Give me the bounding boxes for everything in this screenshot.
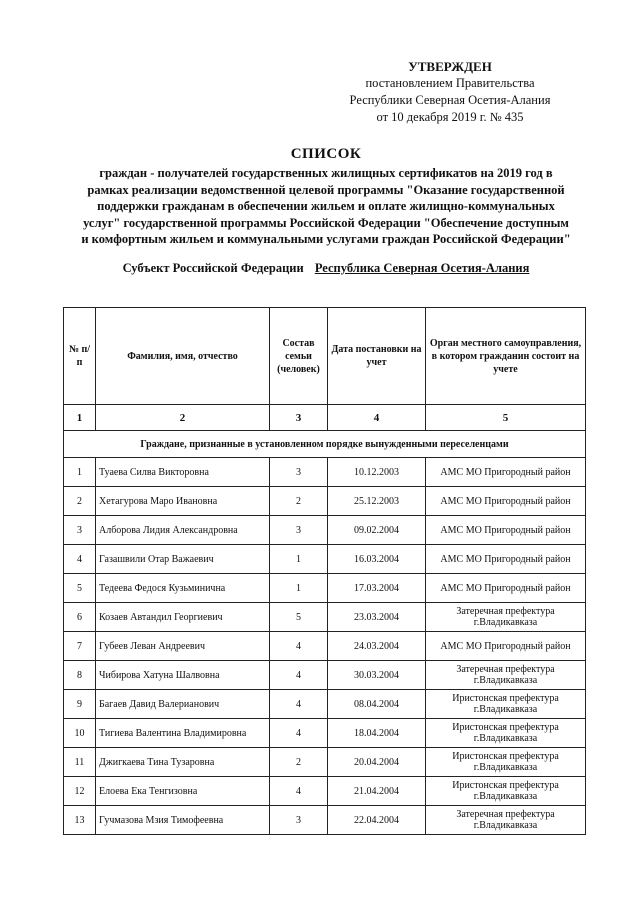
header-registration-date: Дата постановки на учет <box>328 308 426 405</box>
row-authority: Затеречная префектура г.Владикавказа <box>426 603 586 632</box>
row-family-size: 4 <box>270 719 328 748</box>
row-number: 3 <box>64 516 96 545</box>
row-family-size: 4 <box>270 661 328 690</box>
row-number: 1 <box>64 458 96 487</box>
table-row <box>64 719 586 748</box>
row-registration-date: 23.03.2004 <box>328 603 426 632</box>
row-family-size: 1 <box>270 574 328 603</box>
description-line: услуг" государственной программы Российской Федерации "Обеспечение доступным <box>83 215 569 230</box>
row-registration-date: 20.04.2004 <box>328 748 426 777</box>
description-line: рамках реализации ведомственной целевой программы "Оказание государственной <box>87 182 565 197</box>
header-name: Фамилия, имя, отчество <box>96 308 270 405</box>
table-row <box>64 516 586 545</box>
document-title: СПИСОК <box>290 146 362 162</box>
row-number: 4 <box>64 545 96 574</box>
table-row <box>64 458 586 487</box>
row-number: 2 <box>64 487 96 516</box>
row-number: 12 <box>64 777 96 806</box>
row-authority: Затеречная префектура г.Владикавказа <box>426 661 586 690</box>
row-family-size: 4 <box>270 632 328 661</box>
column-number: 3 <box>270 405 328 431</box>
table-row <box>64 574 586 603</box>
row-authority: АМС МО Пригородный район <box>426 545 586 574</box>
row-registration-date: 22.04.2004 <box>328 806 426 835</box>
table-row <box>64 748 586 777</box>
column-number-row <box>64 405 586 431</box>
row-family-size: 4 <box>270 777 328 806</box>
row-authority: Иристонская префектура г.Владикавказа <box>426 748 586 777</box>
description-line: поддержки гражданам в обеспечении жильем и оплате жилищно-коммунальных <box>97 199 555 213</box>
row-family-size: 3 <box>270 516 328 545</box>
row-family-size: 5 <box>270 603 328 632</box>
row-name: Елоева Ека Тенгизовна <box>96 777 270 806</box>
row-name: Газашвили Отар Важаевич <box>96 545 270 574</box>
row-registration-date: 16.03.2004 <box>328 545 426 574</box>
row-registration-date: 25.12.2003 <box>328 487 426 516</box>
header-authority: Орган местного самоуправления, в котором гражданин состоит на учете <box>426 308 586 405</box>
row-name: Тедеева Федося Кузьминична <box>96 574 270 603</box>
approval-line-2: Республики Северная Осетия-Алания <box>349 93 551 107</box>
table-header-row <box>64 308 586 405</box>
row-number: 7 <box>64 632 96 661</box>
subject-line <box>40 261 612 276</box>
approval-block <box>300 58 600 126</box>
recipients-table <box>63 307 586 835</box>
row-family-size: 3 <box>270 806 328 835</box>
row-number: 5 <box>64 574 96 603</box>
row-registration-date: 24.03.2004 <box>328 632 426 661</box>
row-registration-date: 21.04.2004 <box>328 777 426 806</box>
row-family-size: 2 <box>270 487 328 516</box>
row-number: 8 <box>64 661 96 690</box>
column-number: 5 <box>426 405 586 431</box>
column-number: 2 <box>96 405 270 431</box>
row-name: Багаев Давид Валерианович <box>96 690 270 719</box>
row-family-size: 4 <box>270 690 328 719</box>
row-authority: АМС МО Пригородный район <box>426 632 586 661</box>
subject-value: Республика Северная Осетия-Алания <box>314 261 530 275</box>
row-name: Хетагурова Маро Ивановна <box>96 487 270 516</box>
row-name: Туаева Силва Викторовна <box>96 458 270 487</box>
document-description <box>40 165 612 248</box>
row-authority: АМС МО Пригородный район <box>426 458 586 487</box>
table-row <box>64 690 586 719</box>
approval-line-1: постановлением Правительства <box>365 76 535 90</box>
row-number: 6 <box>64 603 96 632</box>
document-title-block <box>40 146 612 248</box>
row-authority: АМС МО Пригородный район <box>426 487 586 516</box>
row-name: Джигкаева Тина Тузаровна <box>96 748 270 777</box>
table-row <box>64 545 586 574</box>
description-line: граждан - получателей государственных жилищных сертификатов на 2019 год в <box>99 166 553 180</box>
header-family-size: Состав семьи (человек) <box>270 308 328 405</box>
row-name: Гучмазова Мзия Тимофеевна <box>96 806 270 835</box>
row-number: 10 <box>64 719 96 748</box>
row-name: Козаев Автандил Георгиевич <box>96 603 270 632</box>
row-authority: Иристонская префектура г.Владикавказа <box>426 777 586 806</box>
row-registration-date: 30.03.2004 <box>328 661 426 690</box>
row-authority: Иристонская префектура г.Владикавказа <box>426 719 586 748</box>
row-family-size: 1 <box>270 545 328 574</box>
table-row <box>64 777 586 806</box>
row-name: Чибирова Хатуна Шалвовна <box>96 661 270 690</box>
row-registration-date: 10.12.2003 <box>328 458 426 487</box>
row-authority: АМС МО Пригородный район <box>426 574 586 603</box>
row-registration-date: 09.02.2004 <box>328 516 426 545</box>
subject-label: Субъект Российской Федерации <box>122 261 304 275</box>
table-row <box>64 806 586 835</box>
approval-heading: УТВЕРЖДЕН <box>408 59 492 74</box>
row-family-size: 2 <box>270 748 328 777</box>
row-authority: Иристонская префектура г.Владикавказа <box>426 690 586 719</box>
table-row <box>64 632 586 661</box>
column-number: 1 <box>64 405 96 431</box>
table-row <box>64 487 586 516</box>
description-line: и комфортным жильем и коммунальными услугами граждан Российской Федерации" <box>81 232 571 246</box>
section-row <box>64 431 586 458</box>
column-number: 4 <box>328 405 426 431</box>
row-name: Губеев Леван Андреевич <box>96 632 270 661</box>
row-number: 11 <box>64 748 96 777</box>
approval-line-3: от 10 декабря 2019 г. № 435 <box>376 110 524 124</box>
table-row <box>64 603 586 632</box>
row-name: Алборова Лидия Александровна <box>96 516 270 545</box>
row-family-size: 3 <box>270 458 328 487</box>
row-registration-date: 18.04.2004 <box>328 719 426 748</box>
row-authority: Затеречная префектура г.Владикавказа <box>426 806 586 835</box>
row-number: 13 <box>64 806 96 835</box>
row-name: Тигиева Валентина Владимировна <box>96 719 270 748</box>
header-num: № п/п <box>64 308 96 405</box>
row-registration-date: 17.03.2004 <box>328 574 426 603</box>
row-number: 9 <box>64 690 96 719</box>
row-registration-date: 08.04.2004 <box>328 690 426 719</box>
row-authority: АМС МО Пригородный район <box>426 516 586 545</box>
table-row <box>64 661 586 690</box>
section-title: Граждане, признанные в установленном порядке вынужденными переселенцами <box>64 431 586 458</box>
